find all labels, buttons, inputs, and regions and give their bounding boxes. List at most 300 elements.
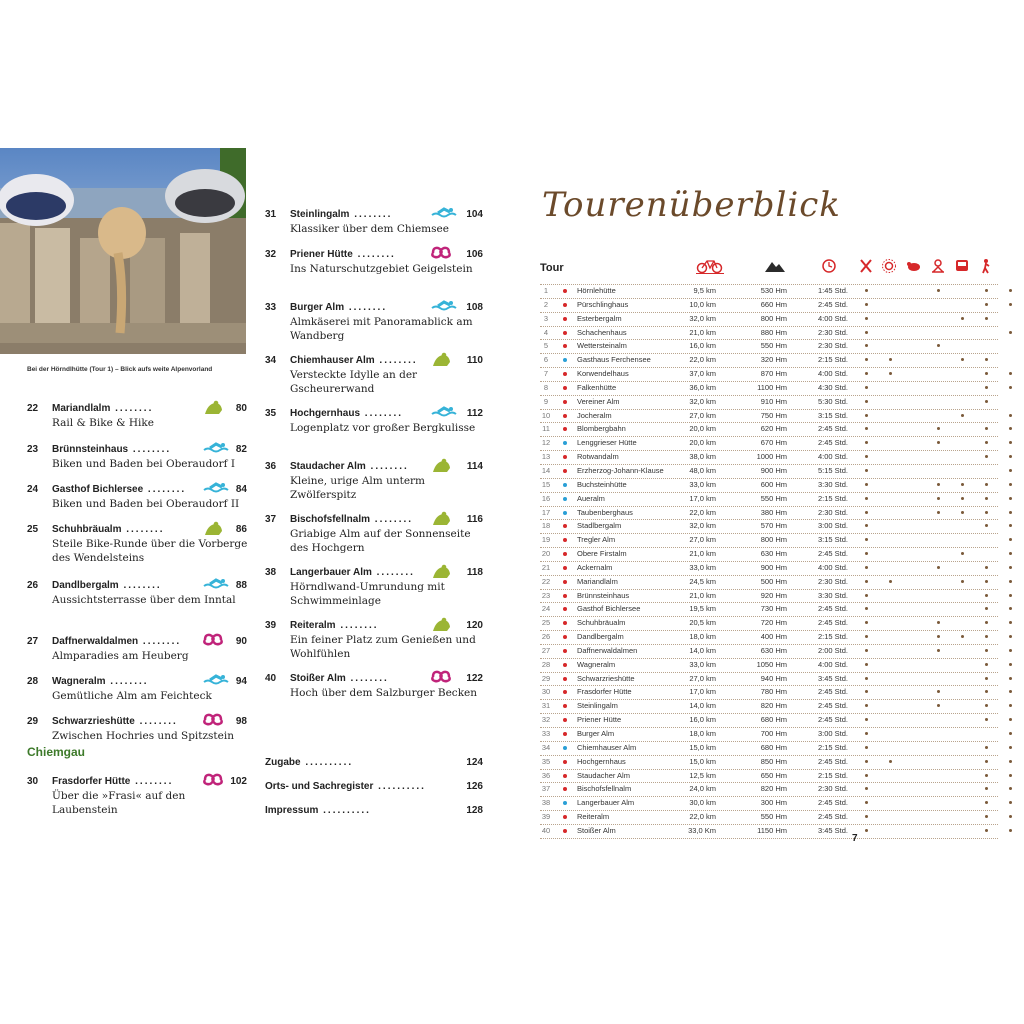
difficulty-dot	[563, 718, 567, 722]
difficulty-dot	[563, 552, 567, 556]
feature-dot	[985, 524, 988, 527]
swim-icon	[202, 673, 222, 687]
difficulty-dot	[563, 344, 567, 348]
swim-icon	[202, 441, 222, 455]
difficulty-dot	[563, 829, 567, 833]
tour-distance: 27,0 km	[689, 535, 716, 545]
toc-entry[interactable]	[27, 775, 247, 815]
tour-number: 18	[541, 521, 551, 531]
toc-entry[interactable]	[265, 513, 485, 566]
toc-entry-page: 114	[466, 461, 483, 472]
feature-dot	[985, 441, 988, 444]
feature-dot	[985, 635, 988, 638]
difficulty-dot	[563, 787, 567, 791]
tour-rows	[540, 284, 998, 839]
feature-dot	[1009, 331, 1012, 334]
tour-distance: 27,0 km	[689, 410, 716, 420]
table-row[interactable]	[540, 353, 998, 367]
feature-dot	[985, 289, 988, 292]
tour-elevation: 920 Hm	[760, 590, 787, 600]
tour-distance: 10,0 km	[689, 299, 716, 309]
feature-dot	[937, 566, 940, 569]
tour-distance: 33,0 km	[689, 659, 716, 669]
tour-name: Mariandlalm	[577, 576, 618, 586]
tour-number: 33	[541, 729, 551, 738]
toc-entry-number: 34	[265, 355, 277, 366]
tour-elevation: 720 Hm	[760, 618, 787, 628]
tour-elevation: 530 Hm	[760, 286, 787, 295]
tour-number: 40	[541, 825, 551, 835]
toc-entry-title: Mariandlalm ........	[52, 403, 154, 414]
difficulty-dot	[563, 732, 567, 736]
toc-extra-entry[interactable]: Orts- und Sachregister .......... 126	[265, 781, 483, 792]
tour-distance: 16,0 km	[689, 715, 716, 725]
feature-dot	[865, 649, 868, 652]
feature-dot	[985, 787, 988, 790]
feature-dot	[937, 511, 940, 514]
swim-icon	[430, 206, 450, 220]
pretzel-icon	[430, 670, 450, 684]
tour-number: 12	[541, 438, 551, 448]
toc-entry[interactable]	[265, 248, 485, 301]
tour-name: Erzherzog-Johann-Klause	[577, 465, 664, 475]
toc-entry[interactable]	[265, 460, 485, 513]
feature-dot	[985, 621, 988, 624]
tour-name: Brünnsteinhaus	[577, 590, 630, 600]
tour-distance: 48,0 km	[689, 465, 716, 475]
tour-distance: 33,0 km	[689, 479, 716, 489]
table-row[interactable]	[540, 367, 998, 381]
table-row[interactable]	[540, 796, 998, 810]
tour-duration: 4:00 Std.	[817, 562, 848, 572]
feature-dot	[1009, 774, 1012, 777]
tour-elevation: 940 Hm	[760, 673, 787, 683]
pretzel-icon	[202, 773, 222, 787]
table-row[interactable]	[540, 339, 998, 353]
table-row[interactable]	[540, 782, 998, 796]
toc-entry-subtitle: Ins Naturschutzgebiet Geigelstein	[290, 263, 473, 275]
toc-entry-page: 112	[466, 408, 483, 419]
tour-number: 3	[543, 313, 549, 323]
feature-dot	[1009, 594, 1012, 597]
tour-elevation: 850 Hm	[760, 756, 787, 766]
tour-overview-table	[540, 256, 998, 839]
table-row[interactable]	[540, 326, 998, 340]
tour-distance: 32,0 km	[689, 521, 716, 531]
toc-entry[interactable]	[265, 354, 485, 407]
table-row[interactable]	[540, 450, 998, 464]
tour-distance: 37,0 km	[689, 369, 716, 379]
feature-dot	[961, 358, 964, 361]
tour-duration: 4:00 Std.	[817, 659, 848, 669]
difficulty-dot	[563, 774, 567, 778]
tour-duration: 2:15 Std.	[817, 770, 848, 780]
tour-elevation: 500 Hm	[760, 576, 787, 586]
feature-dot	[961, 635, 964, 638]
feature-dot	[889, 372, 892, 375]
difficulty-dot	[563, 441, 567, 445]
toc-entry-number: 32	[265, 249, 277, 260]
difficulty-dot	[563, 497, 567, 501]
tour-duration: 2:45 Std.	[817, 812, 848, 822]
tour-distance: 33,0 km	[689, 562, 716, 572]
tour-name: Schwarzrieshütte	[577, 673, 635, 683]
tour-elevation: 910 Hm	[760, 396, 787, 406]
toc-extra-label: Impressum	[265, 805, 319, 816]
toc-entry[interactable]	[27, 483, 247, 523]
toc-entry-page: 110	[466, 355, 483, 366]
toc-entry-title: Steinlingalm ........	[290, 209, 393, 220]
table-row[interactable]	[540, 478, 998, 492]
tour-distance: 15,0 km	[689, 742, 716, 752]
feature-dot	[985, 497, 988, 500]
tour-number: 7	[543, 369, 549, 379]
toc-entry[interactable]	[27, 402, 247, 443]
feature-dot	[865, 414, 868, 417]
toc-entry-number: 33	[265, 302, 277, 313]
tour-duration: 2:45 Std.	[817, 438, 848, 448]
feature-dot	[937, 704, 940, 707]
toc-entry[interactable]	[265, 301, 485, 354]
table-row[interactable]	[540, 713, 998, 727]
tour-name: Frasdorfer Hütte	[577, 687, 632, 697]
tour-elevation: 700 Hm	[760, 729, 787, 738]
tour-elevation: 880 Hm	[760, 327, 787, 337]
feature-dot	[985, 690, 988, 693]
toc-extra-page: 128	[466, 805, 483, 816]
feature-dot	[985, 580, 988, 583]
tour-name: Steinlingalm	[577, 701, 618, 711]
table-row[interactable]	[540, 492, 998, 506]
clock-icon	[821, 258, 837, 274]
toc-entry[interactable]	[27, 523, 247, 579]
toc-entry[interactable]	[27, 443, 247, 483]
feature-dot	[889, 580, 892, 583]
tour-number: 22	[541, 576, 551, 586]
feature-dot	[1009, 649, 1012, 652]
tour-elevation: 630 Hm	[760, 645, 787, 655]
tour-duration: 2:45 Std.	[817, 549, 848, 559]
toc-extra-label: Orts- und Sachregister	[265, 781, 374, 792]
toc-entry-title: Staudacher Alm ........	[290, 461, 409, 472]
table-row[interactable]	[540, 630, 998, 644]
tour-elevation: 630 Hm	[760, 549, 787, 559]
feature-dot	[865, 400, 868, 403]
tour-distance: 32,0 km	[689, 313, 716, 323]
toc-entry[interactable]	[265, 208, 485, 248]
feature-dot	[1009, 732, 1012, 735]
toc-entry-subtitle: Biken und Baden bei Oberaudorf I	[52, 458, 235, 470]
feature-dot	[985, 704, 988, 707]
tour-elevation: 680 Hm	[760, 715, 787, 725]
feature-dot	[1009, 386, 1012, 389]
tour-number: 30	[541, 687, 551, 697]
feature-dot	[1009, 303, 1012, 306]
table-row[interactable]	[540, 672, 998, 686]
feature-dot	[985, 511, 988, 514]
feature-dot	[1009, 427, 1012, 430]
toc-entry[interactable]	[27, 579, 247, 635]
feature-dot	[937, 344, 940, 347]
table-row[interactable]	[540, 727, 998, 741]
difficulty-dot	[563, 760, 567, 764]
table-row[interactable]	[540, 658, 998, 672]
toc-entry[interactable]	[27, 635, 247, 675]
tour-duration: 2:45 Std.	[817, 798, 848, 808]
table-row[interactable]	[540, 395, 998, 409]
feature-dot	[985, 746, 988, 749]
hiker-icon	[202, 521, 222, 535]
toc-entry[interactable]	[265, 672, 485, 725]
tour-duration: 2:45 Std.	[817, 299, 848, 309]
feature-dot	[865, 760, 868, 763]
difficulty-dot	[563, 663, 567, 667]
tour-distance: 22,0 km	[689, 507, 716, 517]
tour-duration: 2:15 Std.	[817, 493, 848, 503]
toc-entry-title: Frasdorfer Hütte ........	[52, 776, 174, 787]
feature-dot	[985, 566, 988, 569]
feature-dot	[865, 386, 868, 389]
table-row[interactable]	[540, 561, 998, 575]
feature-dot	[985, 303, 988, 306]
tour-duration: 2:45 Std.	[817, 687, 848, 697]
difficulty-dot	[563, 538, 567, 542]
tour-number: 34	[541, 742, 551, 752]
toc-entry-title: Langerbauer Alm ........	[290, 567, 415, 578]
feature-dot	[865, 358, 868, 361]
feature-dot	[1009, 677, 1012, 680]
tour-number: 14	[541, 465, 551, 475]
tour-distance: 18,0 km	[689, 729, 716, 738]
feature-dot	[865, 455, 868, 458]
tour-number: 31	[541, 701, 551, 711]
page-title: Tourenüberblick	[542, 185, 841, 225]
tour-name: Daffnerwaldalmen	[577, 645, 638, 655]
table-row[interactable]	[540, 699, 998, 713]
table-row[interactable]	[540, 519, 998, 533]
table-row[interactable]	[540, 616, 998, 630]
toc-entry-subtitle: Hörndlwand-Umrundung mit Schwimmeinlage	[290, 581, 445, 607]
feature-dot	[1009, 787, 1012, 790]
table-row[interactable]	[540, 685, 998, 699]
toc-entry-subtitle: Steile Bike-Runde über die Vorberge des Wendelsteins	[52, 538, 248, 564]
table-row[interactable]	[540, 810, 998, 824]
feature-dot	[937, 635, 940, 638]
table-row[interactable]	[540, 464, 998, 478]
table-row[interactable]	[540, 755, 998, 769]
feature-dot	[985, 815, 988, 818]
hiker-icon	[202, 400, 222, 414]
table-row[interactable]	[540, 409, 998, 423]
table-header	[540, 256, 998, 284]
table-row[interactable]	[540, 575, 998, 589]
toc-extra-entry[interactable]: Zugabe .......... 124	[265, 757, 483, 768]
tour-number: 39	[541, 812, 551, 822]
tour-duration: 3:00 Std.	[817, 729, 848, 738]
tour-distance: 15,0 km	[689, 756, 716, 766]
toc-entry-page: 102	[230, 776, 247, 787]
difficulty-dot	[563, 317, 567, 321]
tour-distance: 14,0 km	[689, 645, 716, 655]
tour-name: Vereiner Alm	[577, 396, 620, 406]
feature-dot	[985, 774, 988, 777]
feature-dot	[865, 441, 868, 444]
table-row[interactable]	[540, 824, 998, 839]
tour-name: Wettersteinalm	[577, 341, 627, 351]
toc-extra-page: 126	[466, 781, 483, 792]
tour-name: Pürschlinghaus	[577, 299, 629, 309]
toc-entry-subtitle: Zwischen Hochries und Spitzstein	[52, 730, 234, 742]
feature-dot	[865, 580, 868, 583]
tour-elevation: 570 Hm	[760, 521, 787, 531]
tour-number: 35	[541, 756, 551, 766]
feature-dot	[865, 746, 868, 749]
toc-entry-subtitle: Klassiker über dem Chiemsee	[290, 223, 449, 235]
tour-distance: 33,0 Km	[688, 825, 716, 835]
tour-name: Buchsteinhütte	[577, 479, 627, 489]
tour-name: Dandlbergalm	[577, 632, 624, 642]
tour-number: 26	[541, 632, 551, 642]
tour-name: Langerbauer Alm	[577, 798, 635, 808]
table-row[interactable]	[540, 312, 998, 326]
table-row[interactable]	[540, 644, 998, 658]
tour-duration: 2:30 Std.	[817, 507, 848, 517]
feature-dot	[865, 538, 868, 541]
tour-duration: 5:15 Std.	[817, 465, 848, 475]
feature-dot	[865, 566, 868, 569]
toc-entry[interactable]	[27, 675, 247, 715]
tour-duration: 3:45 Std.	[817, 825, 848, 835]
tour-distance: 12,5 km	[689, 770, 716, 780]
toc-entry-page: 108	[466, 302, 483, 313]
table-row[interactable]	[540, 436, 998, 450]
table-row[interactable]	[540, 547, 998, 561]
tour-number: 4	[543, 327, 549, 337]
toc-entry-number: 30	[27, 776, 39, 787]
table-row[interactable]	[540, 602, 998, 616]
tour-name: Priener Hütte	[577, 715, 622, 725]
tour-duration: 3:15 Std.	[817, 410, 848, 420]
feature-dot	[865, 621, 868, 624]
table-row[interactable]	[540, 769, 998, 783]
tour-name: Tregler Alm	[577, 535, 616, 545]
table-row[interactable]	[540, 298, 998, 312]
tour-elevation: 820 Hm	[760, 784, 787, 794]
toc-entry[interactable]	[265, 566, 485, 619]
feature-dot	[937, 690, 940, 693]
tour-distance: 32,0 km	[689, 396, 716, 406]
toc-entry-title: Schwarzrieshütte ........	[52, 716, 178, 727]
table-row[interactable]	[540, 381, 998, 395]
feature-dot	[865, 663, 868, 666]
tour-number: 15	[541, 479, 551, 489]
feature-dot	[865, 427, 868, 430]
tour-elevation: 1100 Hm	[757, 382, 787, 392]
tour-elevation: 1000 Hm	[756, 452, 787, 462]
feature-dot	[865, 732, 868, 735]
tour-elevation: 1150 Hm	[757, 825, 787, 835]
hiker-icon	[978, 258, 994, 274]
feature-dot	[865, 704, 868, 707]
tour-name: Obere Firstalm	[577, 549, 627, 559]
tour-name: Falkenhütte	[577, 382, 617, 392]
feature-dot	[865, 344, 868, 347]
tour-name: Blombergbahn	[577, 424, 626, 434]
table-row[interactable]	[540, 589, 998, 603]
table-row[interactable]	[540, 533, 998, 547]
table-row[interactable]	[540, 741, 998, 755]
feature-dot	[865, 801, 868, 804]
toc-extra-entry[interactable]: Impressum .......... 128	[265, 805, 483, 816]
difficulty-dot	[563, 358, 567, 362]
feature-dot	[985, 372, 988, 375]
difficulty-dot	[563, 524, 567, 528]
tour-distance: 21,0 km	[689, 327, 716, 337]
tour-elevation: 300 Hm	[760, 798, 787, 808]
hiker-icon	[430, 617, 450, 631]
toc-entry-page: 88	[235, 580, 247, 591]
hiker-icon	[430, 511, 450, 525]
tour-duration: 2:30 Std.	[817, 327, 848, 337]
toc-entry-title: Hochgernhaus ........	[290, 408, 404, 419]
difficulty-dot	[563, 566, 567, 570]
tour-distance: 17,0 km	[689, 687, 716, 697]
toc-entry-title: Chiemhauser Alm ........	[290, 355, 418, 366]
feature-dot	[865, 497, 868, 500]
toc-entry-number: 28	[27, 676, 39, 687]
bus-icon	[954, 258, 970, 274]
tour-duration: 4:00 Std.	[817, 313, 848, 323]
toc-entry-subtitle: Almparadies am Heuberg	[52, 650, 189, 662]
table-row[interactable]	[540, 284, 998, 298]
tour-elevation: 380 Hm	[760, 507, 787, 517]
feature-dot	[985, 801, 988, 804]
hiker-icon	[430, 352, 450, 366]
tour-name: Esterbergalm	[577, 313, 622, 323]
toc-entry-number: 29	[27, 716, 39, 727]
feature-dot	[1009, 538, 1012, 541]
tour-elevation: 550 Hm	[760, 341, 787, 351]
feature-dot	[1009, 815, 1012, 818]
difficulty-dot	[563, 704, 567, 708]
tour-distance: 16,0 km	[689, 341, 716, 351]
feature-dot	[985, 607, 988, 610]
feature-dot	[985, 358, 988, 361]
table-row[interactable]	[540, 422, 998, 436]
feature-dot	[865, 552, 868, 555]
tour-number: 37	[541, 784, 551, 794]
tour-number: 6	[543, 355, 549, 365]
tour-name: Gasthaus Ferchensee	[577, 355, 651, 365]
table-row[interactable]	[540, 506, 998, 520]
feature-dot	[1009, 552, 1012, 555]
tour-duration: 2:45 Std.	[817, 618, 848, 628]
difficulty-dot	[563, 746, 567, 750]
feature-dot	[865, 372, 868, 375]
feature-dot	[985, 718, 988, 721]
tour-number: 9	[543, 396, 549, 406]
feature-dot	[937, 289, 940, 292]
swim-icon	[430, 405, 450, 419]
toc-entry[interactable]	[265, 619, 485, 672]
sun-icon	[881, 258, 897, 274]
toc-entry[interactable]	[265, 407, 485, 460]
difficulty-dot	[563, 649, 567, 653]
toc-entry-subtitle: Biken und Baden bei Oberaudorf II	[52, 498, 240, 510]
tour-name: Aueralm	[577, 493, 605, 503]
cover-photo-helmets	[0, 148, 246, 354]
feature-dot	[865, 774, 868, 777]
